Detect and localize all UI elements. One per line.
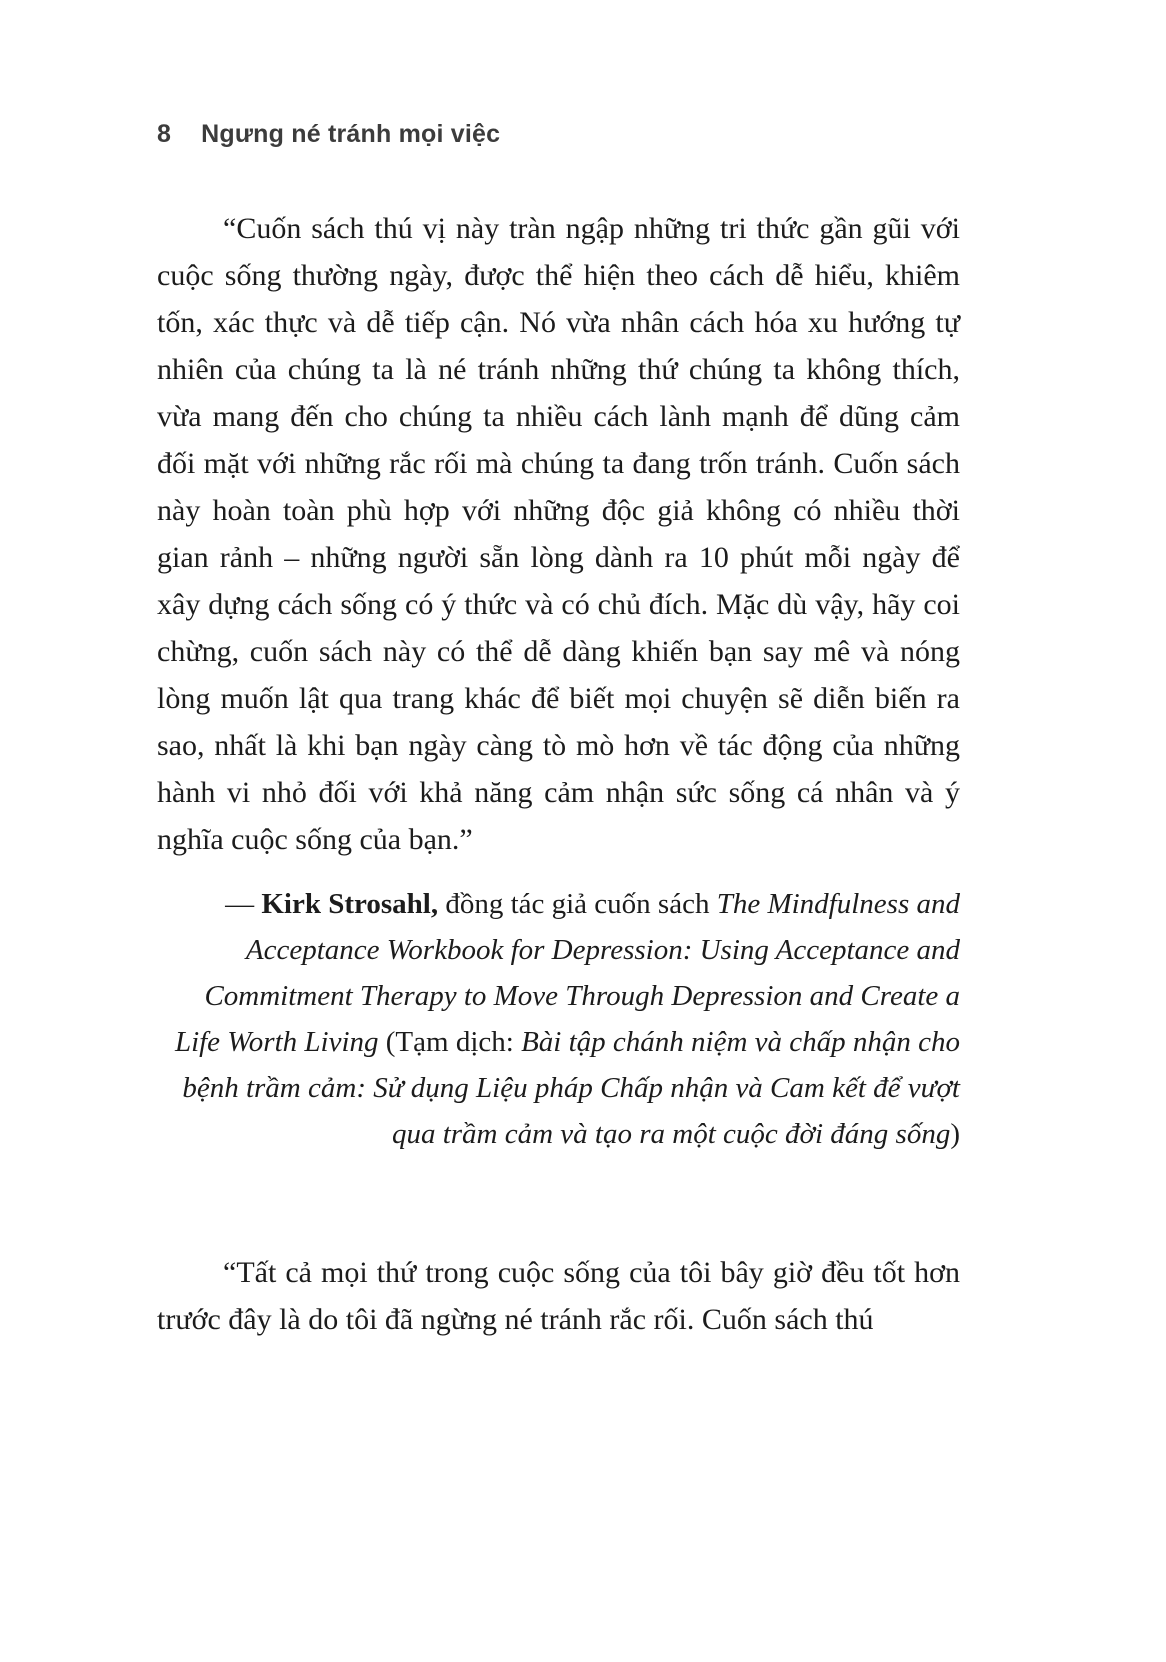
running-header — [157, 120, 960, 149]
page-number: 8 — [157, 120, 172, 148]
second-review-quote: “Tất cả mọi thứ trong cuộc sống của tôi bây giờ đều tốt hơn trước đây là do tôi đã ngừng né tránh rắc rối. Cuốn sách thú — [157, 1256, 960, 1336]
attribution-book-title-vietnamese: Bài tập chánh niệm và chấp nhận cho bệnh trầm cảm: Sử dụng Liệu pháp Chấp nhận và Cam kết để vượt qua trầm cảm và tạo ra một cuộc đời đáng sống — [182, 1026, 960, 1150]
attribution-dash: — — [225, 888, 255, 920]
running-title: Ngưng né tránh mọi việc — [201, 120, 501, 148]
attribution-author-name: Kirk Strosahl, — [261, 888, 439, 920]
attribution-translation-label: (Tạm dịch: — [385, 1026, 514, 1058]
attribution-block — [157, 881, 960, 1157]
attribution-book-title-english: The Mindfulness and Acceptance Workbook for Depression: Using Acceptance and Commitment Therapy to Move Through Depression and Create a Life Worth Living — [174, 888, 960, 1058]
attribution-role: đồng tác giả cuốn sách — [445, 888, 710, 920]
review-quote: “Cuốn sách thú vị này tràn ngập những tri thức gần gũi với cuộc sống thường ngày, được thể hiện theo cách dễ hiểu, khiêm tốn, xác thực và dễ tiếp cận. Nó vừa nhân cách hóa xu hướng tự nhiên của chúng ta là né tránh những thứ chúng ta không thích, vừa mang đến cho chúng ta nhiều cách lành mạnh để dũng cảm đối mặt với những rắc rối mà chúng ta đang trốn tránh. Cuốn sách này hoàn toàn phù hợp với những độc giả không có nhiều thời gian rảnh – những người sẵn lòng dành ra 10 phút mỗi ngày để xây dựng cách sống có ý thức và có chủ đích. Mặc dù vậy, hãy coi chừng, cuốn sách này có thể dễ dàng khiến bạn say mê và nóng lòng muốn lật qua trang khác để biết mọi chuyện sẽ diễn biến ra sao, nhất là khi bạn ngày càng tò mò hơn về tác động của những hành vi nhỏ đối với khả năng cảm nhận sức sống cá nhân và ý nghĩa cuộc sống của bạn.” — [157, 212, 960, 856]
attribution-close-paren: ) — [950, 1118, 960, 1150]
